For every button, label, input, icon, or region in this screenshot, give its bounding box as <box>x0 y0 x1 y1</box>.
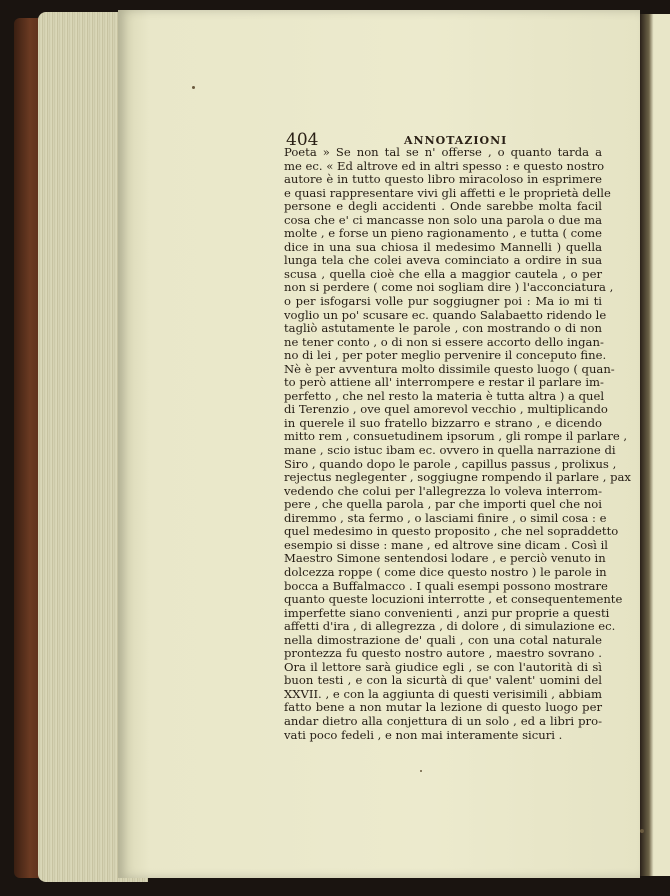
text-line: autore è in tutto questo libro miracoloso in esprimere <box>284 172 602 187</box>
text-line: vedendo che colui per l'allegrezza lo voleva interrom- <box>284 483 602 498</box>
body-text <box>284 145 631 742</box>
text-line: non si perdere ( come noi sogliam dire ) l'acconciatura , <box>284 280 614 295</box>
text-line: mitto rem , consuetudinem ipsorum , gli rompe il parlare , <box>284 429 628 444</box>
text-line: imperfette siano convenienti , anzi pur proprie a questi <box>284 605 610 620</box>
text-line: cosa che e' ci mancasse non solo una parola o due ma <box>284 212 602 227</box>
text-line: Siro , quando dopo le parole , capillus passus , prolixus , <box>284 456 617 471</box>
text-line: Ora il lettore sarà giudice egli , se con l'autorità di sì <box>284 659 602 674</box>
text-line: lunga tela che colei aveva cominciato a ordire in sua <box>284 253 602 268</box>
text-line: dolcezza roppe ( come dice questo nostro ) le parole in <box>284 564 607 579</box>
text-line: prontezza fu questo nostro autore , maestro sovrano . <box>284 646 602 661</box>
text-line: fatto bene a non mutar la lezione di questo luogo per <box>284 700 602 715</box>
text-line: XXVII. , e con la aggiunta di questi verisimili , abbiam <box>284 686 602 701</box>
text-line: perfetto , che nel resto la materia è tutta altra ) a quel <box>284 388 605 403</box>
text-line: no di lei , per poter meglio pervenire il conceputo fine. <box>284 348 607 363</box>
facing-page-edge <box>640 14 670 876</box>
text-line: persone e degli accidenti . Onde sarebbe molta facil <box>284 199 602 214</box>
text-line: me ec. « Ed altrove ed in altri spesso : e questo nostro <box>284 158 605 173</box>
text-line: quel medesimo in questo proposito , che nel sopraddetto <box>284 524 619 539</box>
text-line: andar dietro alla conjettura di un solo , ed a libri pro- <box>284 713 602 728</box>
text-line: dice in una sua chiosa il medesimo Mannelli ) quella <box>284 239 602 254</box>
text-line: ne tener conto , o di non si essere accorto dello ingan- <box>284 334 604 349</box>
page-number: 404 <box>286 130 319 150</box>
text-line: nella dimostrazione de' quali , con una cotal naturale <box>284 632 602 647</box>
text-line: in querele il suo fratello bizzarro e strano , e dicendo <box>284 415 602 430</box>
text-line: diremmo , sta fermo , o lasciami finire , o simil cosa : e <box>284 510 607 525</box>
text-line: Maestro Simone sentendosi lodare , e perciò venuto in <box>284 551 606 566</box>
text-line: scusa , quella cioè che ella a maggior cautela , o per <box>284 266 602 281</box>
text-line: o per isfogarsi volle pur soggiugner poi : Ma io mi ti <box>284 294 602 309</box>
text-line: quanto queste locuzioni interrotte , et consequentemente <box>284 592 623 607</box>
text-line: molte , e forse un pieno ragionamento , e tutta ( come <box>284 226 602 241</box>
text-line: bocca a Buffalmacco . I quali esempi possono mostrare <box>284 578 608 593</box>
text-line: affetti d'ira , di allegrezza , di dolore , di simulazione ec. <box>284 619 616 634</box>
text-line: voglio un po' scusare ec. quando Salabaetto ridendo le <box>284 307 607 322</box>
text-line: buon testi , e con la sicurtà di que' valent' uomini del <box>284 673 602 688</box>
text-line: Nè è per avventura molto dissimile questo luogo ( quan- <box>284 361 615 376</box>
text-line: Poeta » Se non tal se n' offerse , o quanto tarda a <box>284 145 602 159</box>
text-line: esempio si disse : mane , ed altrove sine dicam . Così il <box>284 537 608 552</box>
text-line: pere , che quella parola , par che importi quel che noi <box>284 497 602 512</box>
text-line: vati poco fedeli , e non mai interamente sicuri . <box>284 727 563 742</box>
text-line: rejectus neglegenter , soggiugne rompendo il parlare , pax <box>284 470 631 485</box>
text-line: di Terenzio , ove quel amorevol vecchio , multiplicando <box>284 402 608 417</box>
text-line: tagliò astutamente le parole , con mostrando o di non <box>284 321 602 336</box>
text-line: e quasi rappresentare vivi gli affetti e le proprietà delle <box>284 185 611 200</box>
running-head: ANNOTAZIONI <box>404 134 508 147</box>
text-line: to però attiene all' interrompere e restar il parlare im- <box>284 375 604 390</box>
text-line: mane , scio istuc ibam ec. ovvero in quella narrazione di <box>284 443 616 458</box>
